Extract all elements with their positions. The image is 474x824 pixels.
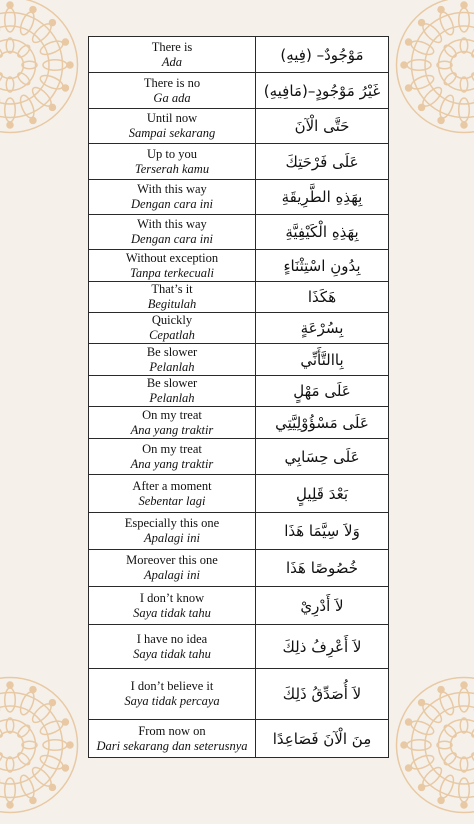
translation-cell — [89, 250, 256, 282]
vocab-row — [89, 376, 389, 407]
vocab-row — [89, 513, 389, 550]
indonesian-phrase: Ana yang traktir — [89, 423, 255, 438]
english-phrase: There is — [89, 40, 255, 55]
arabic-phrase: حَتَّى الْآنَ — [256, 117, 388, 135]
translation-cell — [89, 669, 256, 720]
arabic-cell — [256, 475, 389, 513]
arabic-phrase: بِسُرْعَةٍ — [256, 319, 388, 337]
mandala-ornament-icon — [0, 0, 85, 140]
arabic-phrase: بِدُونِ اسْتِثْنَاءٍ — [256, 257, 388, 275]
english-phrase: There is no — [89, 76, 255, 91]
indonesian-phrase: Saya tidak percaya — [89, 694, 255, 709]
english-phrase: Especially this one — [89, 516, 255, 531]
translation-cell — [89, 587, 256, 625]
english-phrase: Up to you — [89, 147, 255, 162]
arabic-phrase: لاَ أُصَدِّقُ ذَلِكَ — [256, 685, 388, 703]
vocab-row — [89, 109, 389, 144]
arabic-cell — [256, 215, 389, 250]
vocab-row — [89, 313, 389, 344]
translation-cell — [89, 37, 256, 73]
arabic-cell — [256, 376, 389, 407]
indonesian-phrase: Pelanlah — [89, 391, 255, 406]
vocab-row — [89, 250, 389, 282]
translation-cell — [89, 313, 256, 344]
translation-cell — [89, 720, 256, 758]
translation-cell — [89, 376, 256, 407]
english-phrase: With this way — [89, 182, 255, 197]
indonesian-phrase: Apalagi ini — [89, 531, 255, 546]
english-phrase: On my treat — [89, 442, 255, 457]
indonesian-phrase: Terserah kamu — [89, 162, 255, 177]
arabic-cell — [256, 439, 389, 475]
english-phrase: With this way — [89, 217, 255, 232]
translation-cell — [89, 282, 256, 313]
indonesian-phrase: Cepatlah — [89, 328, 255, 343]
vocab-row — [89, 407, 389, 439]
vocab-row — [89, 73, 389, 109]
arabic-cell — [256, 282, 389, 313]
translation-cell — [89, 144, 256, 180]
english-phrase: Moreover this one — [89, 553, 255, 568]
vocab-row — [89, 625, 389, 669]
arabic-cell — [256, 550, 389, 587]
arabic-phrase: لاَ أَدْرِيْ — [256, 597, 388, 615]
english-phrase: Be slower — [89, 345, 255, 360]
indonesian-phrase: Sebentar lagi — [89, 494, 255, 509]
indonesian-phrase: Pelanlah — [89, 360, 255, 375]
indonesian-phrase: Dari sekarang dan seterusnya — [89, 739, 255, 754]
arabic-cell — [256, 669, 389, 720]
translation-cell — [89, 550, 256, 587]
vocab-row — [89, 475, 389, 513]
vocabulary-table — [88, 36, 389, 758]
arabic-phrase: بِهَذِهِ الطَّرِيقَةِ — [256, 188, 388, 206]
arabic-cell — [256, 37, 389, 73]
arabic-phrase: خُصُوصًا هَذَا — [256, 559, 388, 577]
english-phrase: From now on — [89, 724, 255, 739]
arabic-phrase: بِاالتَّأَنِّي — [256, 351, 388, 369]
indonesian-phrase: Apalagi ini — [89, 568, 255, 583]
vocab-row — [89, 282, 389, 313]
indonesian-phrase: Dengan cara ini — [89, 197, 255, 212]
translation-cell — [89, 73, 256, 109]
english-phrase: That’s it — [89, 282, 255, 297]
arabic-cell — [256, 625, 389, 669]
vocab-row — [89, 344, 389, 376]
arabic-cell — [256, 313, 389, 344]
arabic-phrase: عَلَى مَهْلٍ — [256, 382, 388, 400]
indonesian-phrase: Ada — [89, 55, 255, 70]
indonesian-phrase: Dengan cara ini — [89, 232, 255, 247]
indonesian-phrase: Ana yang traktir — [89, 457, 255, 472]
vocab-row — [89, 37, 389, 73]
arabic-phrase: غَيْرُ مَوْجُودٍ–(مَافِيهِ) — [256, 82, 388, 100]
arabic-cell — [256, 407, 389, 439]
vocab-row — [89, 180, 389, 215]
english-phrase: Until now — [89, 111, 255, 126]
arabic-phrase: عَلَى فَرْحَتِكَ — [256, 153, 388, 171]
mandala-ornament-icon — [0, 670, 85, 820]
translation-cell — [89, 180, 256, 215]
translation-cell — [89, 439, 256, 475]
english-phrase: On my treat — [89, 408, 255, 423]
arabic-phrase: مِنَ الْآنَ فَصَاعِدًا — [256, 730, 388, 748]
mandala-ornament-icon — [389, 670, 474, 820]
arabic-phrase: بِهَذِهِ الْكَيْفِيَّةِ — [256, 223, 388, 241]
arabic-phrase: عَلَى حِسَابِي — [256, 448, 388, 466]
indonesian-phrase: Saya tidak tahu — [89, 606, 255, 621]
english-phrase: I don’t believe it — [89, 679, 255, 694]
translation-cell — [89, 215, 256, 250]
mandala-ornament-icon — [389, 0, 474, 140]
indonesian-phrase: Begitulah — [89, 297, 255, 312]
vocab-row — [89, 720, 389, 758]
arabic-phrase: وَلاَ سِيَّمَا هَذَا — [256, 522, 388, 540]
english-phrase: Quickly — [89, 313, 255, 328]
arabic-phrase: هَكَذَا — [256, 288, 388, 306]
arabic-cell — [256, 109, 389, 144]
translation-cell — [89, 513, 256, 550]
vocab-row — [89, 669, 389, 720]
vocab-row — [89, 144, 389, 180]
arabic-cell — [256, 513, 389, 550]
arabic-cell — [256, 144, 389, 180]
arabic-phrase: لاَ أَعْرِفُ ذلِكَ — [256, 638, 388, 656]
indonesian-phrase: Sampai sekarang — [89, 126, 255, 141]
arabic-cell — [256, 720, 389, 758]
english-phrase: Be slower — [89, 376, 255, 391]
arabic-cell — [256, 344, 389, 376]
vocab-row — [89, 587, 389, 625]
translation-cell — [89, 625, 256, 669]
english-phrase: Without exception — [89, 251, 255, 266]
vocab-row — [89, 215, 389, 250]
translation-cell — [89, 475, 256, 513]
english-phrase: I don’t know — [89, 591, 255, 606]
arabic-phrase: بَعْدَ قَلِيلٍ — [256, 485, 388, 503]
english-phrase: I have no idea — [89, 632, 255, 647]
arabic-phrase: مَوْجُودٌ– (فِيهِ) — [256, 46, 388, 64]
indonesian-phrase: Saya tidak tahu — [89, 647, 255, 662]
translation-cell — [89, 344, 256, 376]
vocab-row — [89, 550, 389, 587]
translation-cell — [89, 407, 256, 439]
arabic-cell — [256, 73, 389, 109]
translation-cell — [89, 109, 256, 144]
arabic-cell — [256, 250, 389, 282]
vocab-row — [89, 439, 389, 475]
arabic-phrase: عَلَى مَسْؤُوْلِيَّتِي — [256, 414, 388, 432]
english-phrase: After a moment — [89, 479, 255, 494]
arabic-cell — [256, 587, 389, 625]
indonesian-phrase: Tanpa terkecuali — [89, 266, 255, 281]
arabic-cell — [256, 180, 389, 215]
indonesian-phrase: Ga ada — [89, 91, 255, 106]
